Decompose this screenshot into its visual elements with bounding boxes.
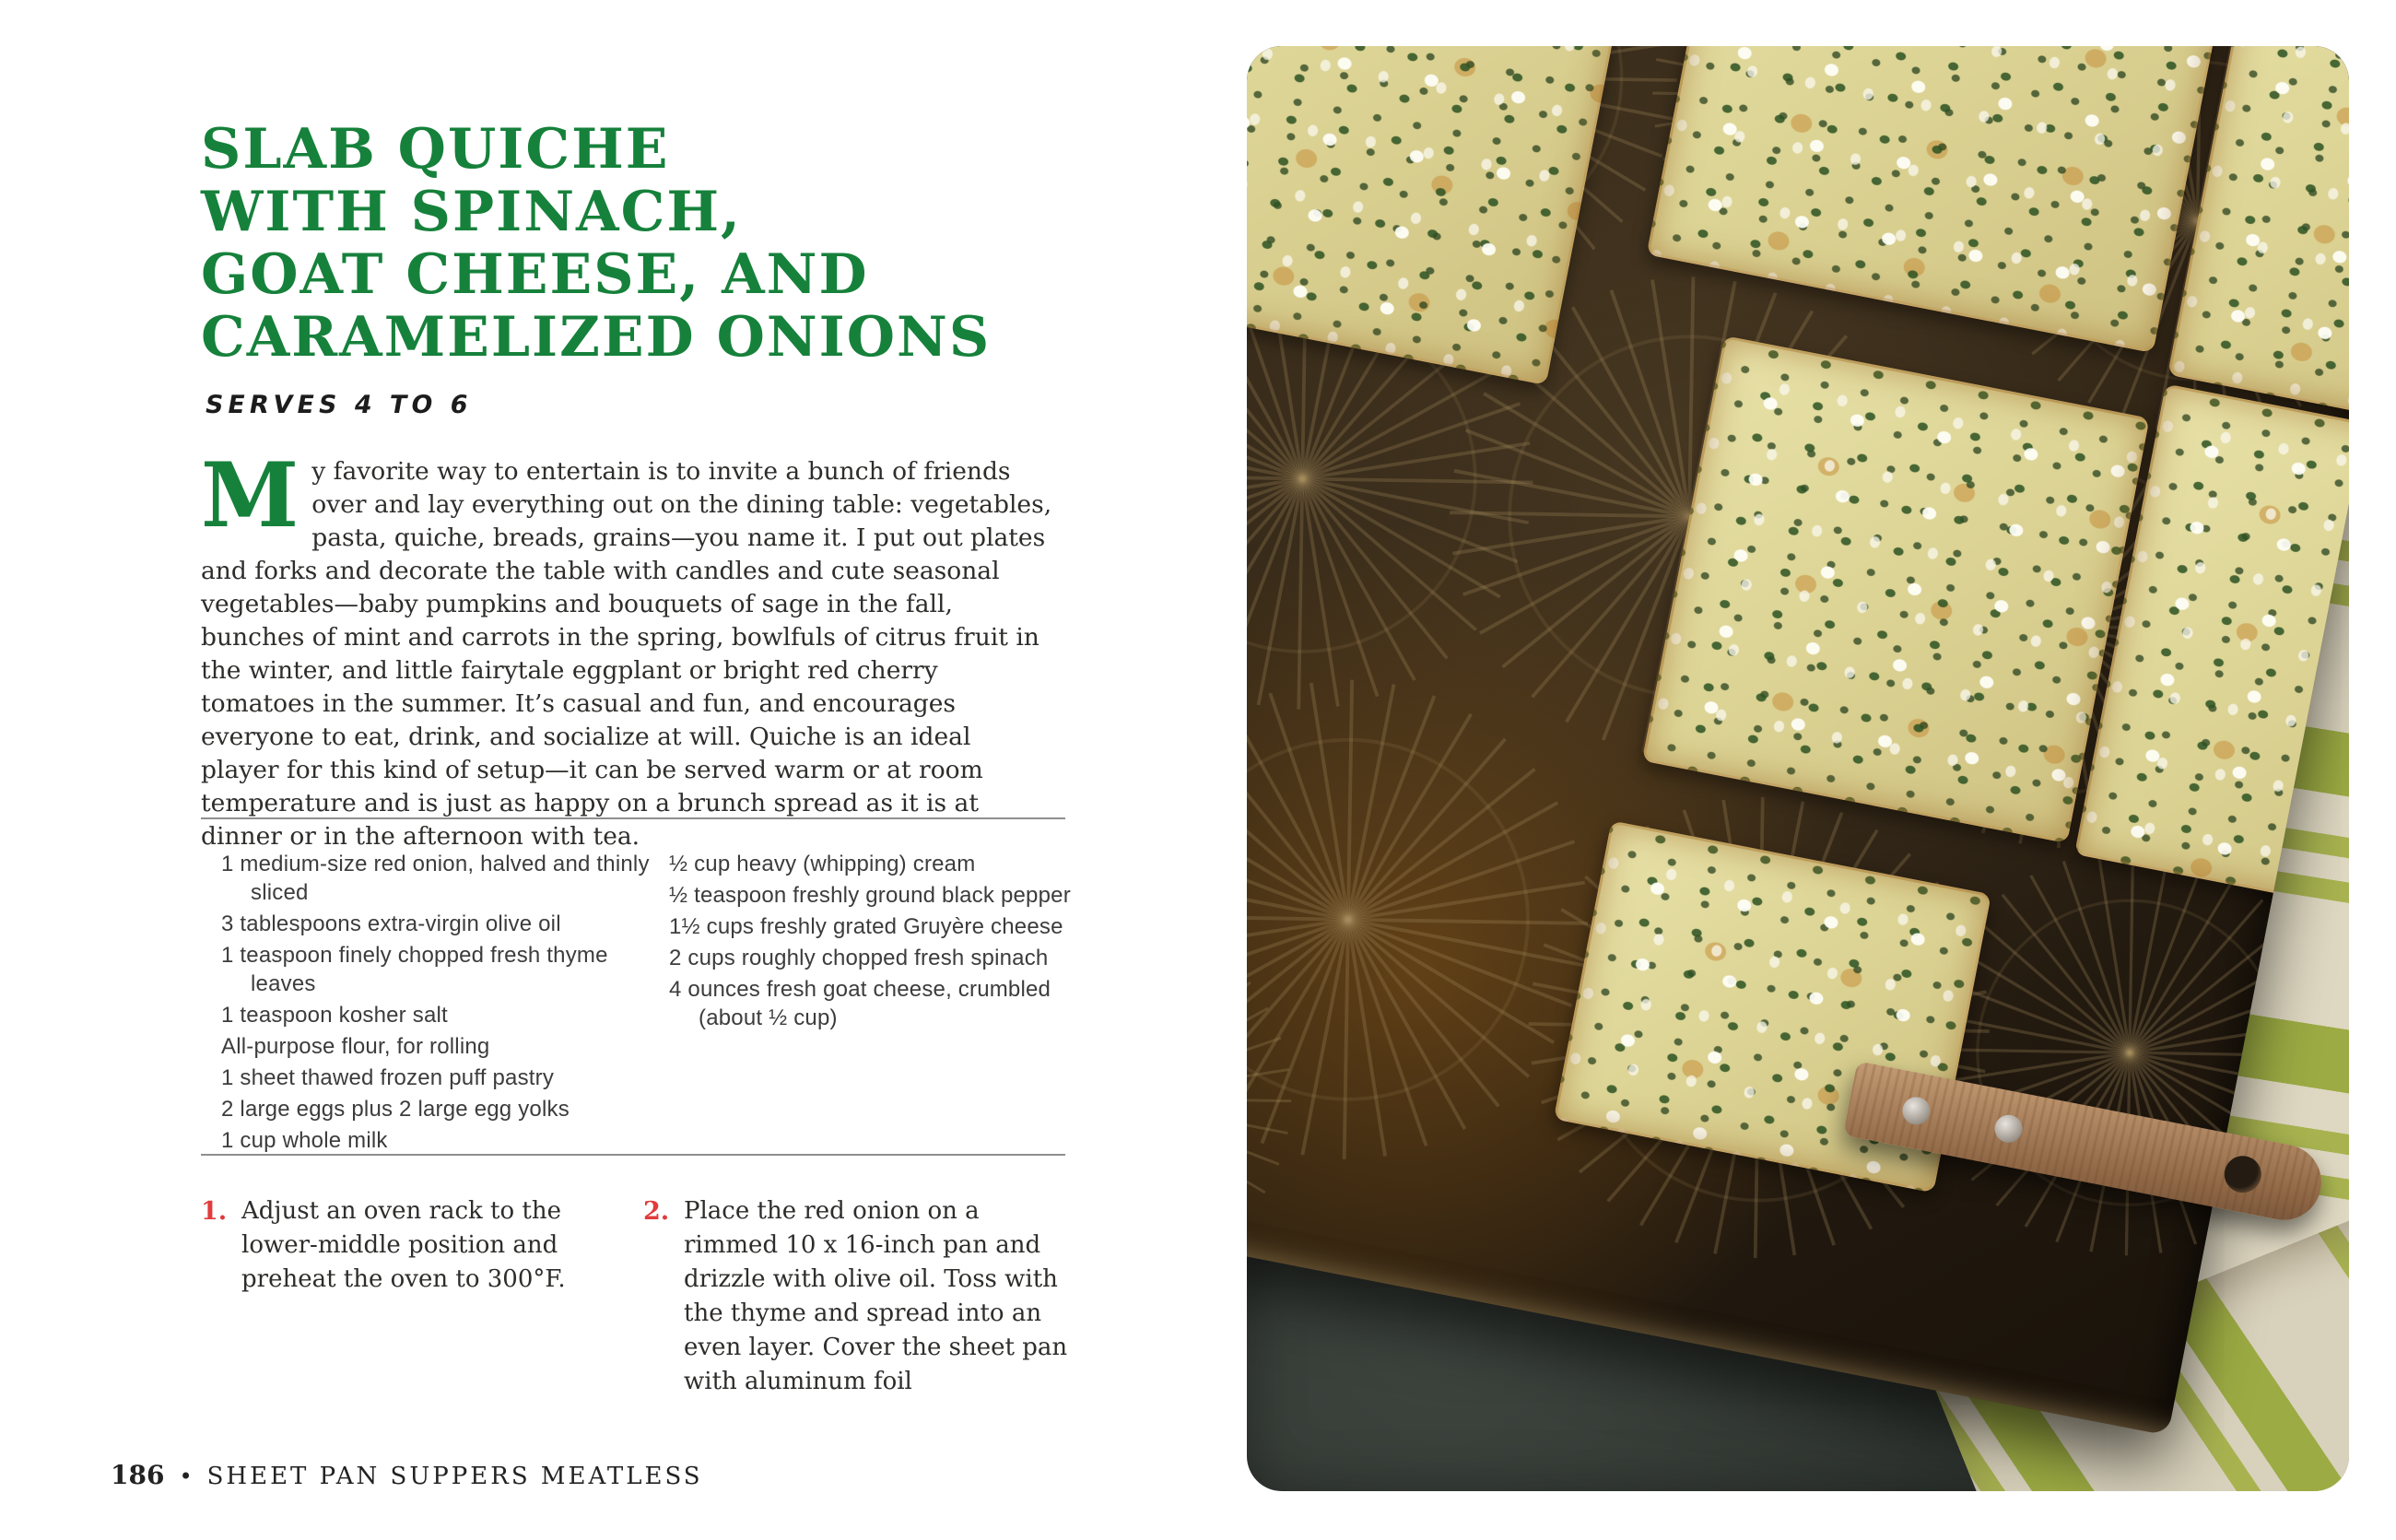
recipe-title-line: SLAB QUICHE [201,117,670,182]
intro-paragraph [201,443,1056,853]
footer-bullet: • [179,1464,193,1489]
spatula-rivet [1900,1095,1932,1127]
ingredient-item: 3 tablespoons extra-virgin olive oil [221,911,561,936]
ingredient-item: 1½ cups freshly grated Gruyère cheese [669,914,1063,939]
ingredient-item: 1 teaspoon kosher salt [221,1003,448,1028]
ingredients-list [221,850,1078,1158]
ingredient-item: 1 medium-size red onion, halved and thinly sliced [221,852,650,905]
intro-text: y favorite way to entertain is to invite a bunch of friends over and lay everything out on the dining table: vegetables, pasta, quiche, breads, grains—you name it. I put out plates and forks and decorate the table with candles and cute seasonal vegetables—baby pumpkins and bouquets of sage in the fall, bunches of mint and carrots in the spring, bowlfuls of citrus fruit in the winter, and little fairytale eggplant or bright red cherry tomatoes in the summer. It’s casual and fun, and encourages everyone to eat, drink, and socialize at will. Quiche is an ideal player for this kind of setup—it can be served warm or at room temperature and is just as happy on a brunch spread as it is at dinner or in the afternoon with tea. [201,457,1052,851]
ingredient-item: ½ teaspoon freshly ground black pepper [669,883,1071,908]
step-2 [643,1194,1071,1399]
ingredient-item: ½ cup heavy (whipping) cream [669,852,976,876]
ingredient-item: 2 large eggs plus 2 large egg yolks [221,1097,570,1122]
page-number: 186 [111,1460,165,1490]
recipe-title [201,118,1086,369]
step-text: Adjust an oven rack to the lower-middle position and preheat the oven to 300°F. [241,1197,566,1293]
ingredients-column-right [669,850,1075,1158]
ingredient-item: All-purpose flour, for rolling [221,1034,490,1059]
quiche-cut-square [1642,335,2150,843]
serves-line: SERVES 4 TO 6 [203,391,476,419]
ingredient-item: 1 sheet thawed frozen puff pastry [221,1065,555,1090]
book-title: SHEET PAN SUPPERS MEATLESS [206,1463,703,1490]
recipe-title-line: WITH SPINACH, [201,180,742,244]
step-1 [201,1194,610,1399]
ingredient-item: 4 ounces fresh goat cheese, crumbled (about ½ cup) [669,977,1051,1030]
spatula-rivet [1992,1112,2025,1145]
ingredients-column-left [221,850,652,1158]
ingredient-item: 1 teaspoon finely chopped fresh thyme leaves [221,943,608,996]
step-number: 1. [201,1197,228,1226]
directions [201,1194,1076,1399]
divider-bottom [201,1154,1065,1156]
recipe-title-line: CARAMELIZED ONIONS [201,305,992,370]
page-footer [111,1460,703,1490]
embossed-sheet-pan [1247,46,2349,1436]
recipe-title-line: GOAT CHEESE, AND [201,242,869,307]
ingredient-item: 2 cups roughly chopped fresh spinach [669,946,1049,970]
ingredient-item: 1 cup whole milk [221,1128,388,1153]
recipe-photo [1247,46,2349,1491]
divider-top [201,817,1065,819]
step-text: Place the red onion on a rimmed 10 x 16-inch pan and drizzle with olive oil. Toss with the thyme and spread into an even layer. Cover the sheet pan with aluminum foil [684,1197,1068,1395]
step-number: 2. [643,1197,670,1226]
spatula-hang-hole [2221,1153,2264,1196]
dropcap: M [201,443,300,547]
